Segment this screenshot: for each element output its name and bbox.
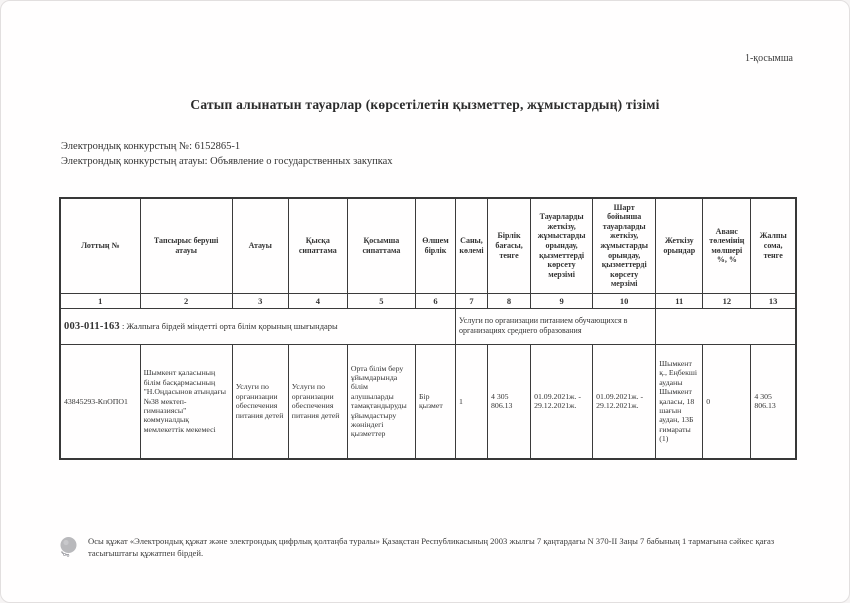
cell-customer: Шымкент қаласының білім басқармасының "Н.Оңдасынов атындағы №38 мектеп-гимназиясы" коммуналдық мемлекеттік мекемесі bbox=[140, 344, 232, 459]
column-number-4: 4 bbox=[288, 293, 347, 308]
cell-name: Услуги по организации обеспечения питания детей bbox=[232, 344, 288, 459]
cell-delivery-term: 01.09.2021ж. - 29.12.2021ж. bbox=[531, 344, 593, 459]
cell-advance-payment: 0 bbox=[703, 344, 751, 459]
lot-description-ru: Услуги по организации питанием обучающихся в организациях среднего образования bbox=[455, 308, 655, 344]
col-header-delivery-place: Жеткізу орындар bbox=[656, 198, 703, 293]
column-number-7: 7 bbox=[455, 293, 487, 308]
col-header-contract-delivery-term: Шарт бойынша тауарларды жеткізу, жұмыстарды орындау, қызметтерді көрсету мерзімі bbox=[593, 198, 656, 293]
column-number-12: 12 bbox=[703, 293, 751, 308]
cell-total-sum: 4 305 806.13 bbox=[751, 344, 796, 459]
column-number-1: 1 bbox=[60, 293, 140, 308]
column-number-9: 9 bbox=[531, 293, 593, 308]
column-number-8: 8 bbox=[488, 293, 531, 308]
col-header-lot-number: Лоттың № bbox=[60, 198, 140, 293]
col-header-unit: Өлшем бірлік bbox=[415, 198, 455, 293]
footer-note bbox=[58, 536, 800, 559]
cell-lot-no: 43845293-КпОПО1 bbox=[60, 344, 140, 459]
digital-signature-seal-icon bbox=[58, 536, 81, 559]
contest-meta bbox=[61, 140, 393, 169]
lot-title-text: : Жалпыға бірдей міндетті орта білім қорының шығындары bbox=[122, 320, 338, 331]
column-number-13: 13 bbox=[751, 293, 796, 308]
lot-data-row bbox=[60, 344, 796, 459]
lot-number: 003-011-163 bbox=[64, 320, 120, 332]
col-header-short-description: Қысқа сипаттама bbox=[288, 198, 347, 293]
cell-quantity: 1 bbox=[455, 344, 487, 459]
cell-contract-delivery-term: 01.09.2021ж. - 29.12.2021ж. bbox=[593, 344, 656, 459]
cell-additional-description: Орта білім беру ұйымдарында білім алушыларды тамақтандыруды ұйымдастыру жөніндегі қызметтер bbox=[347, 344, 415, 459]
footer-text: Осы құжат «Электрондық құжат және электрондық цифрлық қолтаңба туралы» Қазақстан Республикасының 2003 жылғы 7 қаңтардағы N 370-II Заңы 7 бабының 1 тармағына сәйкес қағаз тасығыштағы құжатпен бірдей. bbox=[88, 536, 775, 558]
column-number-6: 6 bbox=[415, 293, 455, 308]
procurement-table bbox=[59, 197, 797, 460]
column-number-2: 2 bbox=[140, 293, 232, 308]
contest-number-line: Электрондық конкурстың №: 6152865-1 bbox=[61, 141, 241, 152]
col-header-advance-payment: Аванс төлемінің мөлшері %, % bbox=[703, 198, 751, 293]
col-header-delivery-term: Тауарларды жеткізу, жұмыстарды орындау, қызметтерді көрсету мерзімі bbox=[531, 198, 593, 293]
column-number-5: 5 bbox=[347, 293, 415, 308]
col-header-additional-description: Қосымша сипаттама bbox=[347, 198, 415, 293]
col-header-name: Атауы bbox=[232, 198, 288, 293]
col-header-quantity: Саны, көлемі bbox=[455, 198, 487, 293]
page-title: Сатып алынатын тауарлар (көрсетілетін қызметтер, жұмыстардың) тізімі bbox=[190, 97, 660, 112]
column-number-11: 11 bbox=[656, 293, 703, 308]
contest-name-line: Электрондық конкурстың атауы: Объявление о государственных закупках bbox=[61, 155, 393, 167]
col-header-customer: Тапсырыс беруші атауы bbox=[140, 198, 232, 293]
lot-summary-row bbox=[60, 308, 796, 344]
cell-unit: Бір қызмет bbox=[415, 344, 455, 459]
table-header-row bbox=[60, 198, 796, 293]
column-number-10: 10 bbox=[593, 293, 656, 308]
col-header-unit-price: Бірлік бағасы, тенге bbox=[488, 198, 531, 293]
col-header-total-sum: Жалпы сома, тенге bbox=[751, 198, 796, 293]
lot-row-empty-cell bbox=[656, 308, 796, 344]
cell-short-description: Услуги по организации обеспечения питания детей bbox=[288, 344, 347, 459]
lot-title-cell bbox=[60, 308, 455, 344]
cell-unit-price: 4 305 806.13 bbox=[488, 344, 531, 459]
column-number-3: 3 bbox=[232, 293, 288, 308]
cell-delivery-place: Шымкент қ., Еңбекші ауданы Шымкент қаласы, 18 шағын аудан, 13Б ғимараты (1) bbox=[656, 344, 703, 459]
column-number-row bbox=[60, 293, 796, 308]
appendix-label: 1-қосымша bbox=[744, 53, 793, 64]
